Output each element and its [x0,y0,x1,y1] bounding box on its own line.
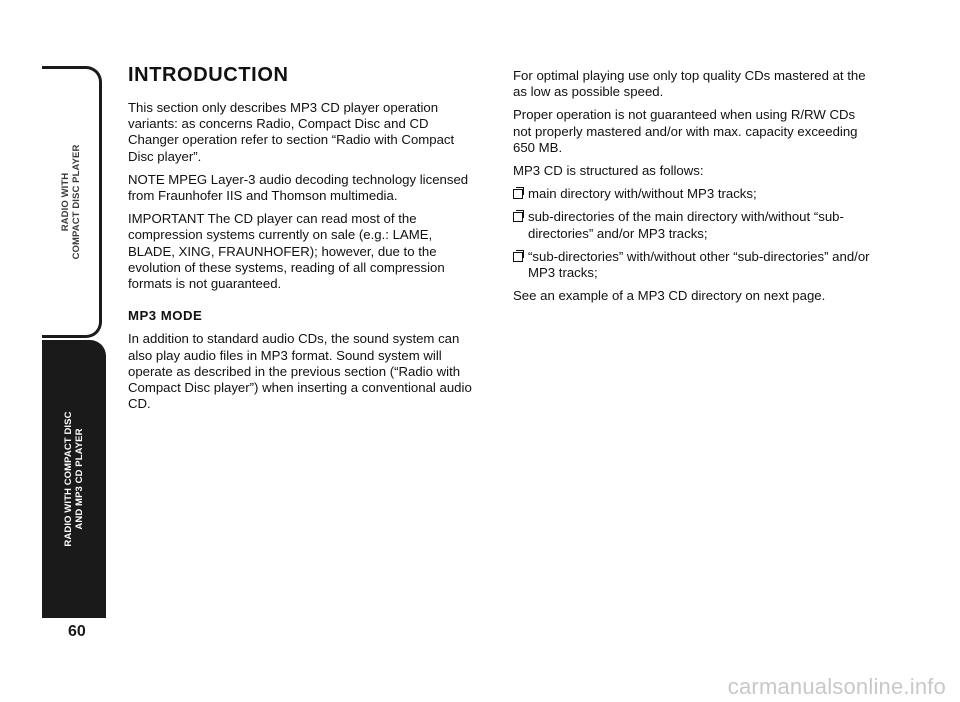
mp3-mode-heading: MP3 MODE [128,308,203,324]
mp3-mode-paragraph: In addition to standard audio CDs, the sound system can also play audio files in MP3 format. Sound system will operate as described in the previous section (“Radio with Compact Disc player”) when inserting a conventional audio CD. [128,331,472,412]
intro-paragraph: This section only describes MP3 CD player operation variants: as concerns Radio, Compact Disc and CD Changer operation refer to section “Radio with Compact Disc player”. [128,100,455,164]
list-item-text: sub-directories of the main directory with/without “sub-directories” and/or MP3 tracks; [528,209,844,241]
section-tab-radio-cd-line1: RADIO WITH [59,172,71,232]
section-tab-radio-mp3-label [63,411,85,546]
checkbox-bullet-icon [513,212,523,222]
proper-operation-paragraph: Proper operation is not guaranteed when using R/RW CDs not properly mastered and/or with max. capacity exceeding 650 MB. [513,107,858,155]
important-paragraph: IMPORTANT The CD player can read most of the compression systems currently on sale (e.g.: LAME, BLADE, XING, FRAUNHOFER); however, due to the evolution of these systems, reading of all compression formats is not guaranteed. [128,211,445,292]
watermark: carmanualsonline.info [727,674,946,699]
right-column [513,68,873,311]
note-paragraph: NOTE MPEG Layer-3 audio decoding technology licensed from Fraunhofer IIS and Thomson multimedia. [128,171,469,204]
left-column [128,64,478,419]
section-tab-radio-mp3-line1: RADIO WITH COMPACT DISC [63,411,74,547]
list-item [513,209,873,241]
page-title: INTRODUCTION [128,64,289,86]
structure-intro-paragraph: MP3 CD is structured as follows: [513,163,704,179]
closing-paragraph: See an example of a MP3 CD directory on next page. [513,288,826,304]
list-item [513,186,873,202]
checkbox-bullet-icon [513,252,523,262]
optimal-playing-paragraph: For optimal playing use only top quality CDs mastered at the as low as possible speed. [513,68,866,100]
section-tab-radio-cd-label [60,145,82,260]
list-item [513,249,873,281]
section-tab-radio-cd-line2: COMPACT DISC PLAYER [70,144,82,260]
section-tab-radio-mp3-line2: AND MP3 CD PLAYER [74,428,85,530]
checkbox-bullet-icon [513,189,523,199]
section-tab-radio-mp3-active [42,340,106,618]
list-item-text: “sub-directories” with/without other “sub-directories” and/or MP3 tracks; [528,248,870,281]
section-tab-radio-cd [42,66,102,338]
list-item-text: main directory with/without MP3 tracks; [528,186,757,202]
page-number: 60 [68,623,86,640]
